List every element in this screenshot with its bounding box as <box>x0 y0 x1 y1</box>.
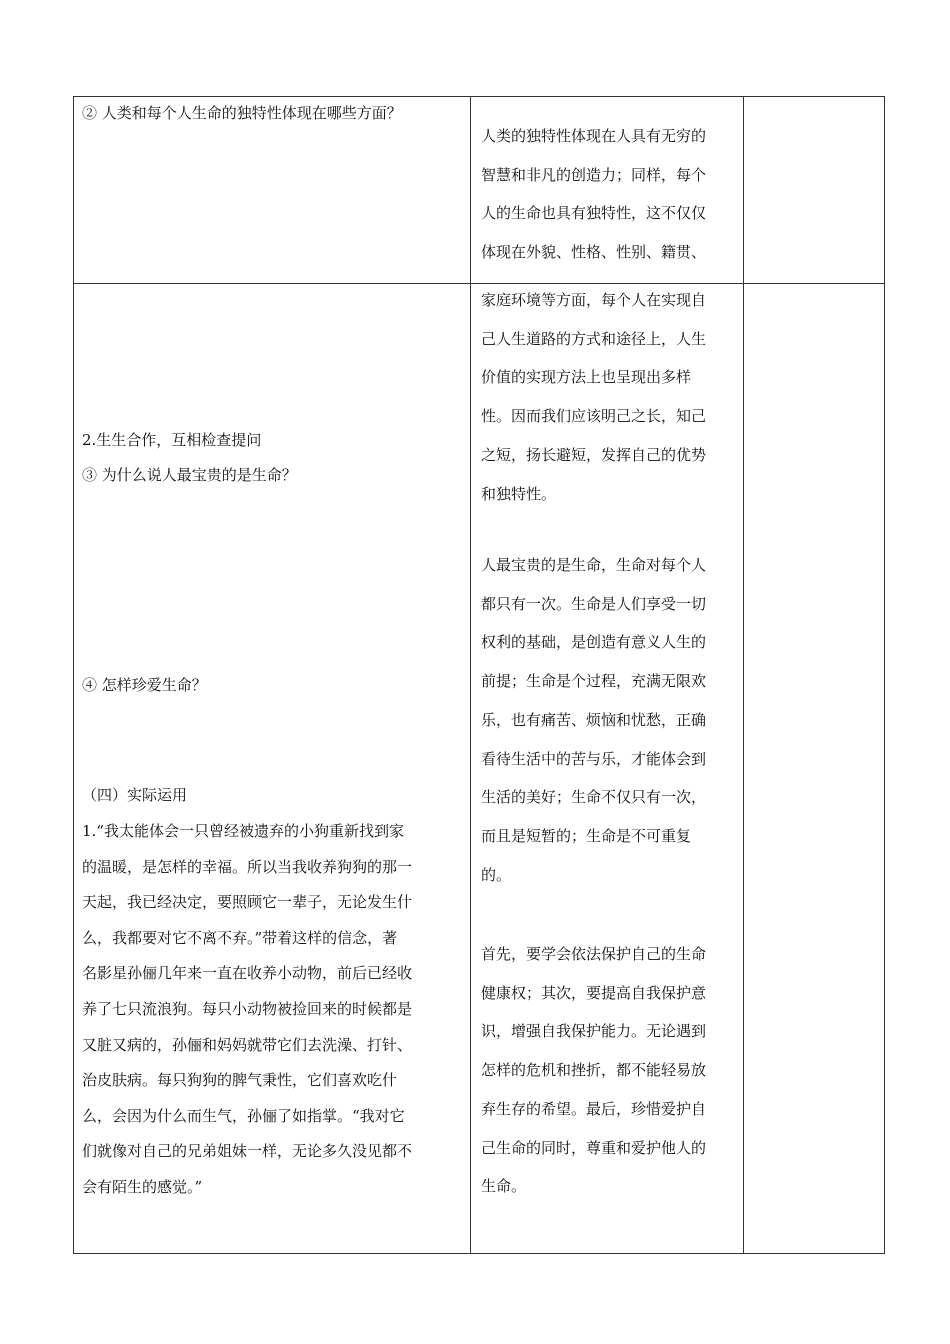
answer-line: 而且是短暂的；生命是不可重复 <box>481 826 692 845</box>
passage-line: 天起，我已经决定，要照顾它一辈子，无论发生什 <box>82 893 413 912</box>
answer-line: 生活的美好；生命不仅只有一次， <box>481 788 707 807</box>
answer-line: 智慧和非凡的创造力；同样，每个 <box>481 165 707 184</box>
answer-line: 生命。 <box>481 1177 527 1196</box>
answer-line: 己人生道路的方式和途径上，人生 <box>481 329 707 348</box>
answer-line: 首先，要学会依法保护自己的生命 <box>481 945 707 963</box>
answer-line: 健康权；其次，要提高自我保护意 <box>481 983 707 1002</box>
answer-2-part-2 <box>481 281 736 513</box>
passage-line: 们就像对自己的兄弟姐妹一样，无论多久没见都不 <box>82 1142 413 1161</box>
passage-line: 又脏又病的，孙俪和妈妈就带它们去洗澡、打针、 <box>82 1035 413 1054</box>
answer-line: 前提；生命是个过程，充满无限欢 <box>481 672 707 691</box>
answer-line: 人的生命也具有独特性，这不仅仅 <box>481 204 707 223</box>
passage-line: 治皮肤病。每只狗狗的脾气秉性，它们喜欢吃什 <box>82 1071 398 1090</box>
answer-line: 怎样的危机和挫折，都不能轻易放 <box>481 1061 707 1080</box>
question-3: ③ 为什么说人最宝贵的是生命？ <box>82 466 297 484</box>
answer-line: 己生命的同时，尊重和爱护他人的 <box>481 1138 707 1157</box>
passage <box>82 814 464 1206</box>
answer-line: 体现在外貌、性格、性别、籍贯、 <box>481 243 707 262</box>
answer-line: 和独特性。 <box>481 484 557 503</box>
answer-line: 之短，扬长避短，发挥自己的优势 <box>481 445 707 464</box>
passage-line: 养了七只流浪狗。每只小动物被捡回来的时候都是 <box>82 999 413 1018</box>
question-2: ② 人类和每个人生命的独特性体现在哪些方面？ <box>82 104 402 122</box>
answer-line: 乐，也有痛苦、烦恼和忧愁，正确 <box>481 710 707 729</box>
cooperation-heading: 2.生生合作，互相检查提问 <box>82 431 262 449</box>
passage-line: 的温暖，是怎样的幸福。所以当我收养狗狗的那一 <box>82 857 413 876</box>
column-divider-1 <box>470 97 471 1253</box>
answer-line: 人最宝贵的是生命，生命对每个人 <box>481 556 707 574</box>
answer-line: 识，增强自我保护能力。无论遇到 <box>481 1022 707 1041</box>
answer-line: 家庭环境等方面，每个人在实现自 <box>481 291 707 309</box>
column-divider-2 <box>743 97 744 1253</box>
answer-line: 价值的实现方法上也呈现出多样 <box>481 368 692 387</box>
answer-4 <box>481 935 736 1206</box>
answer-line: 弃生存的希望。最后，珍惜爱护自 <box>481 1099 707 1118</box>
answer-line: 人类的独特性体现在人具有无穷的 <box>481 127 707 145</box>
passage-line: 名影星孙俪几年来一直在收养小动物，前后已经收 <box>82 964 413 983</box>
answer-line: 看待生活中的苦与乐，才能体会到 <box>481 749 707 768</box>
answer-line: 性。因而我们应该明己之长，知己 <box>481 407 707 426</box>
passage-line: 么，我都要对它不离不弃。”带着这样的信念，著 <box>82 928 398 947</box>
passage-line: 么，会因为什么而生气，孙俪了如指掌。“我对它 <box>82 1106 405 1125</box>
passage-line: 1.“我太能体会一只曾经被遗弃的小狗重新找到家 <box>82 822 404 840</box>
passage-line: 会有陌生的感觉。” <box>82 1177 203 1196</box>
answer-line: 都只有一次。生命是人们享受一切 <box>481 594 707 613</box>
section-title: （四）实际运用 <box>82 786 188 804</box>
answer-2-part-1 <box>481 117 736 272</box>
question-4: ④ 怎样珍爱生命？ <box>82 676 207 694</box>
answer-line: 权利的基础，是创造有意义人生的 <box>481 633 707 652</box>
row-divider <box>74 283 884 284</box>
answer-3 <box>481 546 736 894</box>
worksheet-table <box>73 96 885 1254</box>
answer-line: 的。 <box>481 865 512 884</box>
